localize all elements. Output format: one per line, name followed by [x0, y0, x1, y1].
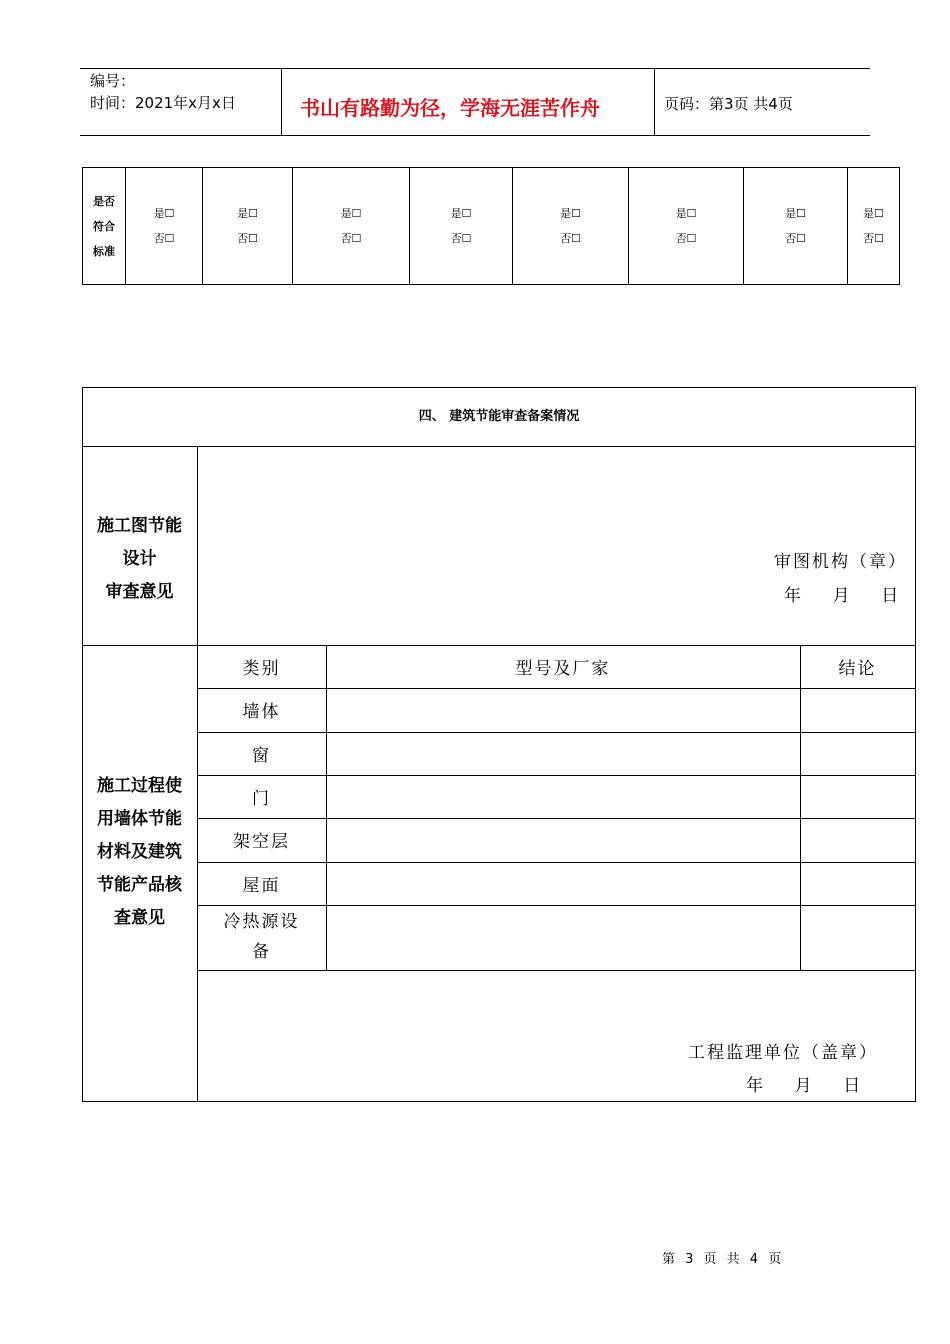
supervision-unit-stamp: 工程监理单位（盖章）: [688, 1043, 878, 1063]
header-category: 类别: [242, 659, 281, 679]
yes-checkbox[interactable]: 是☐: [237, 207, 258, 220]
design-review-opinion-field[interactable]: [198, 447, 915, 644]
document-date: 时间：2021年x月x日: [90, 94, 236, 112]
section-title: 四、 建筑节能审查备案情况: [418, 409, 580, 424]
overhead-floor-model-field[interactable]: [327, 819, 800, 862]
compliance-cell[interactable]: [848, 168, 900, 285]
wall-model-field[interactable]: [327, 689, 800, 732]
heating-cooling-model-field[interactable]: [327, 906, 800, 970]
wall-conclusion-field[interactable]: [801, 689, 915, 732]
row-label-overhead-floor: 架空层: [233, 832, 290, 852]
no-checkbox[interactable]: 否☐: [340, 232, 362, 245]
compliance-cell[interactable]: [744, 168, 848, 285]
compliance-cell[interactable]: [126, 168, 203, 285]
compliance-cell[interactable]: [410, 168, 513, 285]
review-date: 年 月 日: [784, 586, 901, 606]
page-footer: 第 3 页 共 4 页: [662, 1252, 785, 1267]
compliance-table: [82, 167, 900, 285]
compliance-cell[interactable]: [203, 168, 293, 285]
motto-text: 书山有路勤为径，学海无涯苦作舟: [300, 96, 600, 120]
no-checkbox[interactable]: 否☐: [237, 232, 258, 245]
row-label-wall: 墙体: [242, 702, 281, 722]
compliance-cell[interactable]: [629, 168, 744, 285]
document-code-label: 编号：: [90, 72, 136, 90]
yes-checkbox[interactable]: 是☐: [340, 207, 362, 220]
design-review-label: 施工图节能 设计 审查意见: [97, 516, 182, 602]
no-checkbox[interactable]: 否☐: [863, 232, 884, 245]
row-label-heating-cooling: 冷热源设 备: [223, 912, 300, 962]
yes-checkbox[interactable]: 是☐: [863, 207, 884, 220]
yes-checkbox[interactable]: 是☐: [153, 207, 175, 220]
yes-checkbox[interactable]: 是☐: [675, 207, 697, 220]
yes-checkbox[interactable]: 是☐: [785, 207, 806, 220]
supervision-date: 年 月 日: [746, 1076, 863, 1096]
materials-review-label: 施工过程使 用墙体节能 材料及建筑 节能产品核 查意见: [97, 776, 182, 928]
window-model-field[interactable]: [327, 733, 800, 775]
heating-cooling-conclusion-field[interactable]: [801, 906, 915, 970]
window-conclusion-field[interactable]: [801, 733, 915, 775]
compliance-label: 是否 符合 标准: [83, 168, 126, 285]
row-label-window: 窗: [252, 746, 271, 766]
no-checkbox[interactable]: 否☐: [153, 232, 175, 245]
header-conclusion: 结论: [838, 659, 877, 679]
no-checkbox[interactable]: 否☐: [450, 232, 472, 245]
review-agency-stamp: 审图机构（章）: [774, 552, 907, 572]
no-checkbox[interactable]: 否☐: [675, 232, 697, 245]
header-model-manufacturer: 型号及厂家: [515, 659, 611, 679]
row-label-roof: 屋面: [242, 876, 281, 896]
page-indicator: 页码：第3页 共4页: [664, 95, 793, 113]
no-checkbox[interactable]: 否☐: [560, 232, 581, 245]
yes-checkbox[interactable]: 是☐: [450, 207, 472, 220]
row-label-door: 门: [252, 789, 271, 809]
no-checkbox[interactable]: 否☐: [785, 232, 806, 245]
roof-conclusion-field[interactable]: [801, 863, 915, 905]
overhead-floor-conclusion-field[interactable]: [801, 819, 915, 862]
door-conclusion-field[interactable]: [801, 776, 915, 818]
roof-model-field[interactable]: [327, 863, 800, 905]
compliance-cell[interactable]: [293, 168, 410, 285]
compliance-cell[interactable]: [513, 168, 629, 285]
yes-checkbox[interactable]: 是☐: [560, 207, 581, 220]
door-model-field[interactable]: [327, 776, 800, 818]
